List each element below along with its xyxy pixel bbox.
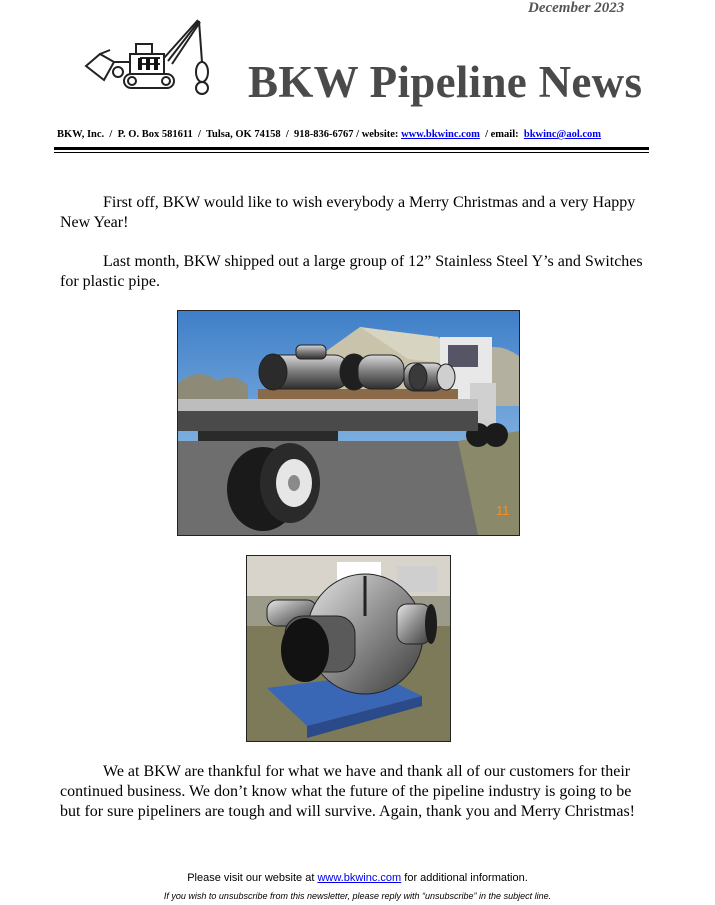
company-name: BKW, Inc.	[57, 129, 105, 140]
email-link[interactable]: bkwinc@aol.com	[523, 129, 602, 140]
po-box: P. O. Box 581611	[117, 129, 193, 140]
thank-you-paragraph: We at BKW are thankful for what we have and thank all of our customers for their continued business. We don’t know what the future of the pipeline industry is going to be but for sure pipeliners are tough and will survive. Again, thank you and Merry Christmas!	[60, 763, 635, 820]
footer-website-link[interactable]: www.bkwinc.com	[317, 872, 402, 884]
header-divider-thick	[54, 147, 649, 150]
email-label: email:	[490, 129, 519, 140]
contact-line: BKW, Inc. / P. O. Box 581611 / Tulsa, OK 74158 / 918-836-6767 / website: www.bkwinc.com / email: bkwinc@aol.com	[57, 129, 602, 140]
city-state-zip: Tulsa, OK 74158	[206, 129, 281, 140]
phone-number: 918-836-6767	[294, 129, 354, 140]
greeting-paragraph: First off, BKW would like to wish everybody a Merry Christmas and a very Happy New Year!	[60, 194, 636, 231]
shipment-paragraph: Last month, BKW shipped out a large group of 12” Stainless Steel Y’s and Switches for plastic pipe.	[60, 253, 643, 290]
header-divider-thin	[54, 152, 649, 153]
newsletter-title: BKW Pipeline News	[248, 57, 643, 107]
photo-date-stamp: 11	[496, 503, 510, 518]
website-link[interactable]: www.bkwinc.com	[401, 129, 480, 140]
website-footer	[0, 872, 715, 884]
pipelayer-crane-icon	[80, 14, 216, 100]
stainless-steel-y-photo	[246, 555, 451, 742]
footer-visit-suffix: for additional information.	[404, 872, 528, 884]
issue-date: December 2023	[528, 0, 625, 16]
flatbed-truck-photo	[177, 310, 520, 536]
website-label: website:	[361, 129, 399, 140]
unsubscribe-note: If you wish to unsubscribe from this newsletter, please reply with “unsubscribe” in the subject line.	[163, 891, 552, 901]
footer-visit-prefix: Please visit our website at	[187, 872, 315, 884]
